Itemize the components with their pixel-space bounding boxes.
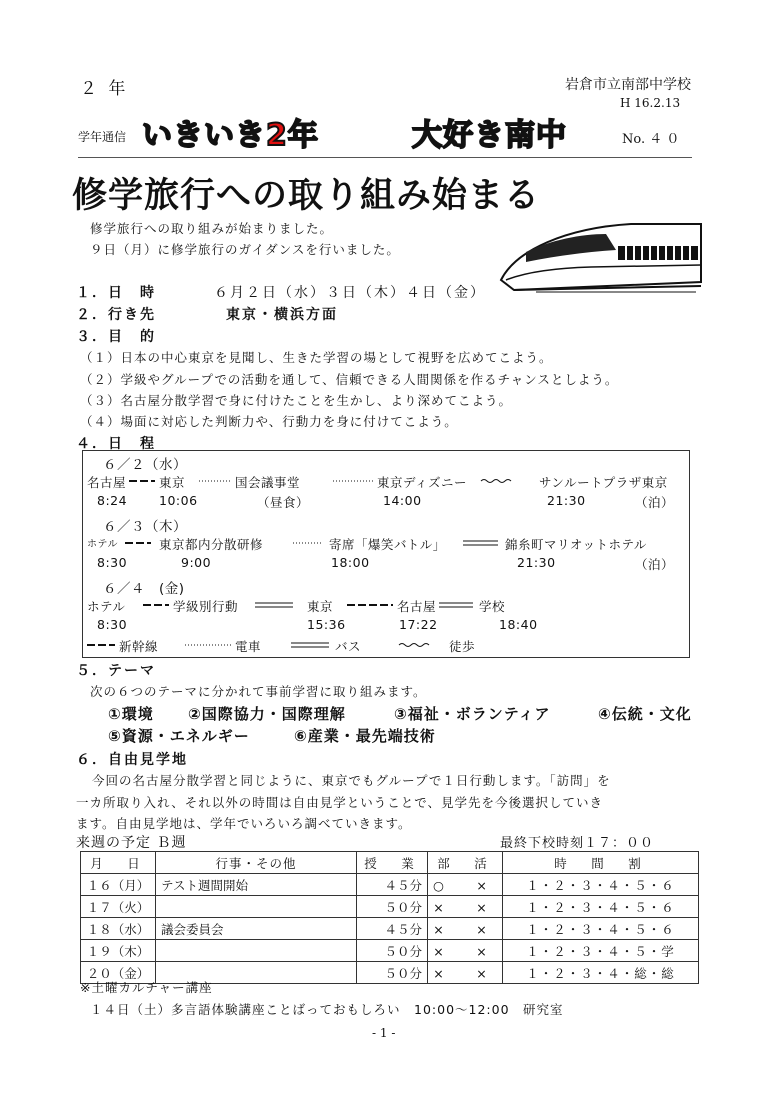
column-header: 行事・その他 [156, 852, 357, 874]
cell-date: １８（水） [81, 918, 156, 940]
purpose-item-4: （４）場面に対応した判断力や、行動力を身に付けてこよう。 [80, 414, 458, 429]
cell-club: ○ × [428, 874, 503, 896]
day3-place: 東京 [307, 599, 334, 614]
table-row [81, 918, 699, 940]
newsletter-label: 学年通信 [78, 130, 127, 144]
cell-event: 議会委員会 [156, 918, 357, 940]
issue-number: No. ４ ０ [622, 132, 680, 147]
day1-place: 名古屋 [87, 475, 127, 490]
legend-train: 電車 [235, 639, 262, 654]
school-name: 岩倉市立南部中学校 [565, 77, 691, 93]
cell-club: × × [428, 962, 503, 984]
section-5-label: ５．テーマ [76, 663, 156, 679]
day1-time: 8:24 [97, 493, 128, 508]
day3-time: 17:22 [399, 617, 438, 632]
legend-walk: 徒歩 [449, 639, 476, 654]
section-6-label: ６．自由見学地 [76, 752, 188, 768]
weekly-schedule-table [80, 851, 699, 984]
day1-place: 東京ディズニー [377, 475, 468, 490]
free-visit-text: 今回の名古屋分散学習と同じように、東京でもグループで１日行動します。「訪問」を [92, 773, 611, 788]
table-row [81, 896, 699, 918]
day2-time: （泊） [635, 557, 675, 572]
cell-event [156, 896, 357, 918]
cell-timetable: １・２・３・４・５・６ [502, 874, 698, 896]
section-1-label: １．日 時 [76, 285, 156, 301]
cell-club: × × [428, 896, 503, 918]
cell-event [156, 940, 357, 962]
intro-line-1: 修学旅行への取り組みが始まりました。 [90, 221, 334, 236]
table-row [81, 874, 699, 896]
cell-class-length: ４５分 [357, 874, 428, 896]
day1-place: 東京 [159, 475, 186, 490]
theme-item: ④伝統・文化 [598, 705, 692, 723]
day3-date: ６／４ (金) [103, 581, 185, 597]
day1-time: （昼食） [257, 495, 310, 510]
bullet-train-icon [496, 210, 716, 300]
free-visit-text: ます。自由見学地は、学年でいろいろ調べていきます。 [76, 816, 412, 831]
cell-date: １６（月） [81, 874, 156, 896]
cell-class-length: ４５分 [357, 918, 428, 940]
page-headline: 修学旅行への取り組み始まる [72, 176, 541, 216]
culture-course-detail: １４日（土）多言語体験講座ことばっておもしろい 10:00～12:00 研究室 [90, 1002, 564, 1017]
intro-line-2: ９日（月）に修学旅行のガイダンスを行いました。 [90, 242, 400, 257]
cell-date: ２０（金） [81, 962, 156, 984]
schedule-box [82, 450, 690, 658]
section-3-label: ３．目 的 [76, 329, 156, 345]
section-1-value: ６月２日（水）３日（木）４日（金） [214, 285, 486, 301]
purpose-item-2: （２）学級やグループでの活動を通して、信頼できる人間関係を作るチャンスとしよう。 [80, 372, 619, 387]
theme-item: ①環境 [108, 705, 154, 723]
day1-time: 14:00 [383, 493, 422, 508]
week-title: 来週の予定 Ｂ週 [76, 835, 187, 851]
header-divider [78, 157, 692, 158]
table-row [81, 940, 699, 962]
day2-date: ６／３（木） [103, 519, 187, 535]
day3-time: 15:36 [307, 617, 346, 632]
cell-class-length: ５０分 [357, 896, 428, 918]
day2-place: 東京都内分散研修 [159, 537, 264, 552]
cell-class-length: ５０分 [357, 962, 428, 984]
cell-timetable: １・２・３・４・５・６ [502, 918, 698, 940]
day1-time: （泊） [635, 495, 675, 510]
purpose-item-1: （１）日本の中心東京を見聞し、生きた学習の場として視野を広めてこよう。 [80, 350, 553, 365]
purpose-item-3: （３）名古屋分散学習で身に付けたことを生かし、より深めてこよう。 [80, 393, 513, 408]
newsletter-title-left: いきいき2年 [142, 118, 319, 153]
theme-intro: 次の６つのテーマに分かれて事前学習に取り組みます。 [90, 684, 427, 699]
cell-date: １７（火） [81, 896, 156, 918]
legend-shinkansen: 新幹線 [119, 639, 159, 654]
day2-place: 寄席「爆笑バトル」 [329, 537, 446, 552]
grade-label: ２ 年 [80, 79, 129, 99]
cell-event: テスト週間開始 [156, 874, 357, 896]
cell-timetable: １・２・３・４・５・学 [502, 940, 698, 962]
newsletter-title-right: 大好き南中 [412, 118, 567, 153]
theme-item: ③福祉・ボランティア [394, 705, 551, 723]
column-header: 時 間 割 [502, 852, 698, 874]
cell-timetable: １・２・３・４・総・総 [502, 962, 698, 984]
theme-item: ⑤資源・エネルギー [108, 727, 250, 745]
section-4-label: ４．日 程 [76, 436, 156, 452]
day2-time: 18:00 [331, 555, 370, 570]
table-header-row [81, 852, 699, 874]
culture-course-title: ※土曜カルチャー講座 [80, 980, 213, 995]
theme-item: ②国際協力・国際理解 [188, 705, 346, 723]
day1-date: ６／２（水） [103, 457, 187, 473]
day1-time: 21:30 [547, 493, 586, 508]
cell-club: × × [428, 940, 503, 962]
issue-date: H 16.2.13 [620, 96, 681, 110]
day3-place: 名古屋 [397, 599, 437, 614]
day1-place: サンルートプラザ東京 [539, 475, 668, 490]
day2-time: 8:30 [97, 555, 128, 570]
section-2-value: 東京・横浜方面 [226, 307, 338, 323]
page-number: - 1 - [372, 1026, 396, 1040]
day2-time: 21:30 [517, 555, 556, 570]
day2-place: ホテル [87, 539, 118, 550]
free-visit-text: 一カ所取り入れ、それ以外の時間は自由見学ということで、見学先を今後選択していき [76, 795, 604, 810]
day1-time: 10:06 [159, 493, 198, 508]
legend-bus: バス [335, 639, 362, 654]
day2-place: 錦糸町マリオットホテル [505, 537, 647, 552]
column-header: 部 活 [428, 852, 503, 874]
cell-class-length: ５０分 [357, 940, 428, 962]
column-header: 授 業 [357, 852, 428, 874]
day3-time: 18:40 [499, 617, 538, 632]
day3-place: 学級別行動 [173, 599, 239, 614]
day1-place: 国会議事堂 [235, 475, 301, 490]
cell-timetable: １・２・３・４・５・６ [502, 896, 698, 918]
section-2-label: ２．行き先 [76, 307, 156, 323]
last-dismissal-time: 最終下校時刻１７：００ [500, 836, 655, 851]
cell-date: １９（木） [81, 940, 156, 962]
day2-time: 9:00 [181, 555, 212, 570]
day3-place: 学校 [479, 599, 506, 614]
day3-place: ホテル [87, 599, 126, 614]
column-header: 月 日 [81, 852, 156, 874]
theme-item: ⑥産業・最先端技術 [294, 727, 436, 745]
day3-time: 8:30 [97, 617, 128, 632]
cell-club: × × [428, 918, 503, 940]
